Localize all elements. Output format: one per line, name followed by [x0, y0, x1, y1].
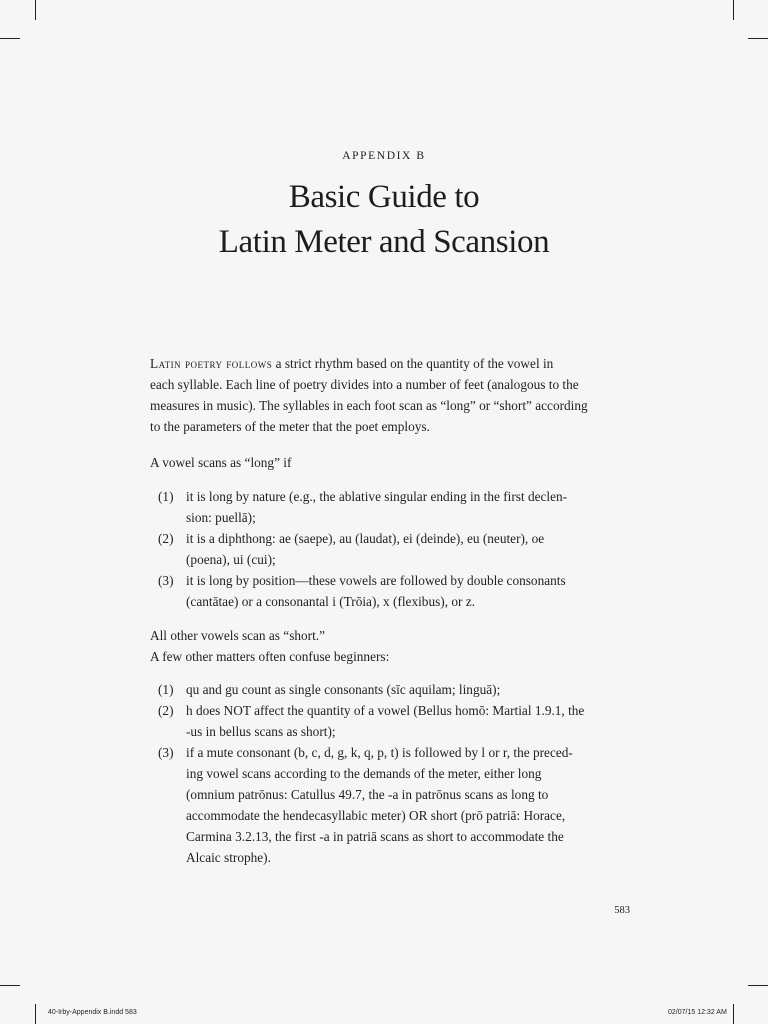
list-item-line: sion: puellā); — [186, 510, 256, 525]
list-item-line: -us in bellus scans as short); — [186, 724, 336, 739]
crop-mark-left-upper — [0, 38, 20, 39]
crop-mark-top-right — [733, 0, 734, 20]
list-item — [150, 742, 598, 868]
list-item — [150, 700, 598, 742]
short-rule-line-2: A few other matters often confuse beginners: — [150, 649, 390, 664]
title-line-1: Basic Guide to — [288, 179, 480, 215]
list-item — [150, 570, 598, 612]
list-item-line: h does NOT affect the quantity of a vowel (Bellus homō: Martial 1.9.1, the — [186, 703, 585, 718]
list-item-number: (1) — [158, 489, 174, 504]
list-item — [150, 679, 598, 700]
crop-mark-right-upper — [748, 38, 768, 39]
intro-paragraph — [150, 353, 598, 437]
list-item-line: ing vowel scans according to the demands of the meter, either long — [186, 766, 542, 781]
list-item-number: (1) — [158, 682, 174, 697]
list-item-number: (3) — [158, 745, 174, 760]
intro-line-1: a strict rhythm based on the quantity of the vowel in — [272, 356, 554, 371]
list-item-number: (2) — [158, 531, 174, 546]
crop-mark-bottom-left — [35, 1004, 36, 1024]
list-item-number: (2) — [158, 703, 174, 718]
page-title — [0, 175, 768, 265]
list-item-line: (poena), ui (cui); — [186, 552, 276, 567]
list-item-line: Alcaic strophe). — [186, 850, 271, 865]
list-item-number: (3) — [158, 573, 174, 588]
list-item-line: it is long by nature (e.g., the ablative singular ending in the first declen- — [186, 489, 568, 504]
intro-line-4: to the parameters of the meter that the poet employs. — [150, 419, 430, 434]
list-item-line: (omnium patrōnus: Catullus 49.7, the -a in patrōnus scans as long to — [186, 787, 549, 802]
intro-line-2: each syllable. Each line of poetry divides into a number of feet (analogous to the — [150, 377, 579, 392]
title-line-2: Latin Meter and Scansion — [218, 224, 550, 260]
beginner-notes-list — [150, 679, 598, 868]
list-item-line: (cantātae) or a consonantal i (Trōia), x (flexibus), or z. — [186, 594, 475, 609]
body-text — [150, 353, 598, 868]
list-item — [150, 528, 598, 570]
intro-lead-smallcaps: Latin poetry follows — [150, 356, 273, 371]
long-rules-list — [150, 486, 598, 612]
crop-mark-left-lower — [0, 985, 20, 986]
list-item-line: accommodate the hendecasyllabic meter) OR short (prō patriā: Horace, — [186, 808, 566, 823]
slug-timestamp: 02/07/15 12:32 AM — [668, 1009, 727, 1016]
list-item-line: it is a diphthong: ae (saepe), au (laudat), ei (deinde), eu (neuter), oe — [186, 531, 545, 546]
crop-mark-top-left — [35, 0, 36, 20]
list-item — [150, 486, 598, 528]
list-item-line: it is long by position—these vowels are followed by double consonants — [186, 573, 566, 588]
short-rule-line-1: All other vowels scan as “short.” — [150, 628, 326, 643]
intro-line-3: measures in music). The syllables in each foot scan as “long” or “short” according — [150, 398, 588, 413]
list-item-line: qu and gu count as single consonants (sīc aquilam; linguā); — [186, 682, 501, 697]
crop-mark-bottom-right — [733, 1004, 734, 1024]
long-rules-heading: A vowel scans as “long” if — [150, 455, 292, 470]
list-item-line: Carmina 3.2.13, the first -a in patriā scans as short to accommodate the — [186, 829, 564, 844]
appendix-label: APPENDIX B — [342, 150, 426, 162]
page-number: 583 — [614, 905, 630, 916]
slug-file-name: 40-Irby-Appendix B.indd 583 — [48, 1009, 137, 1016]
crop-mark-right-lower — [748, 985, 768, 986]
list-item-line: if a mute consonant (b, c, d, g, k, q, p, t) is followed by l or r, the preced- — [186, 745, 573, 760]
